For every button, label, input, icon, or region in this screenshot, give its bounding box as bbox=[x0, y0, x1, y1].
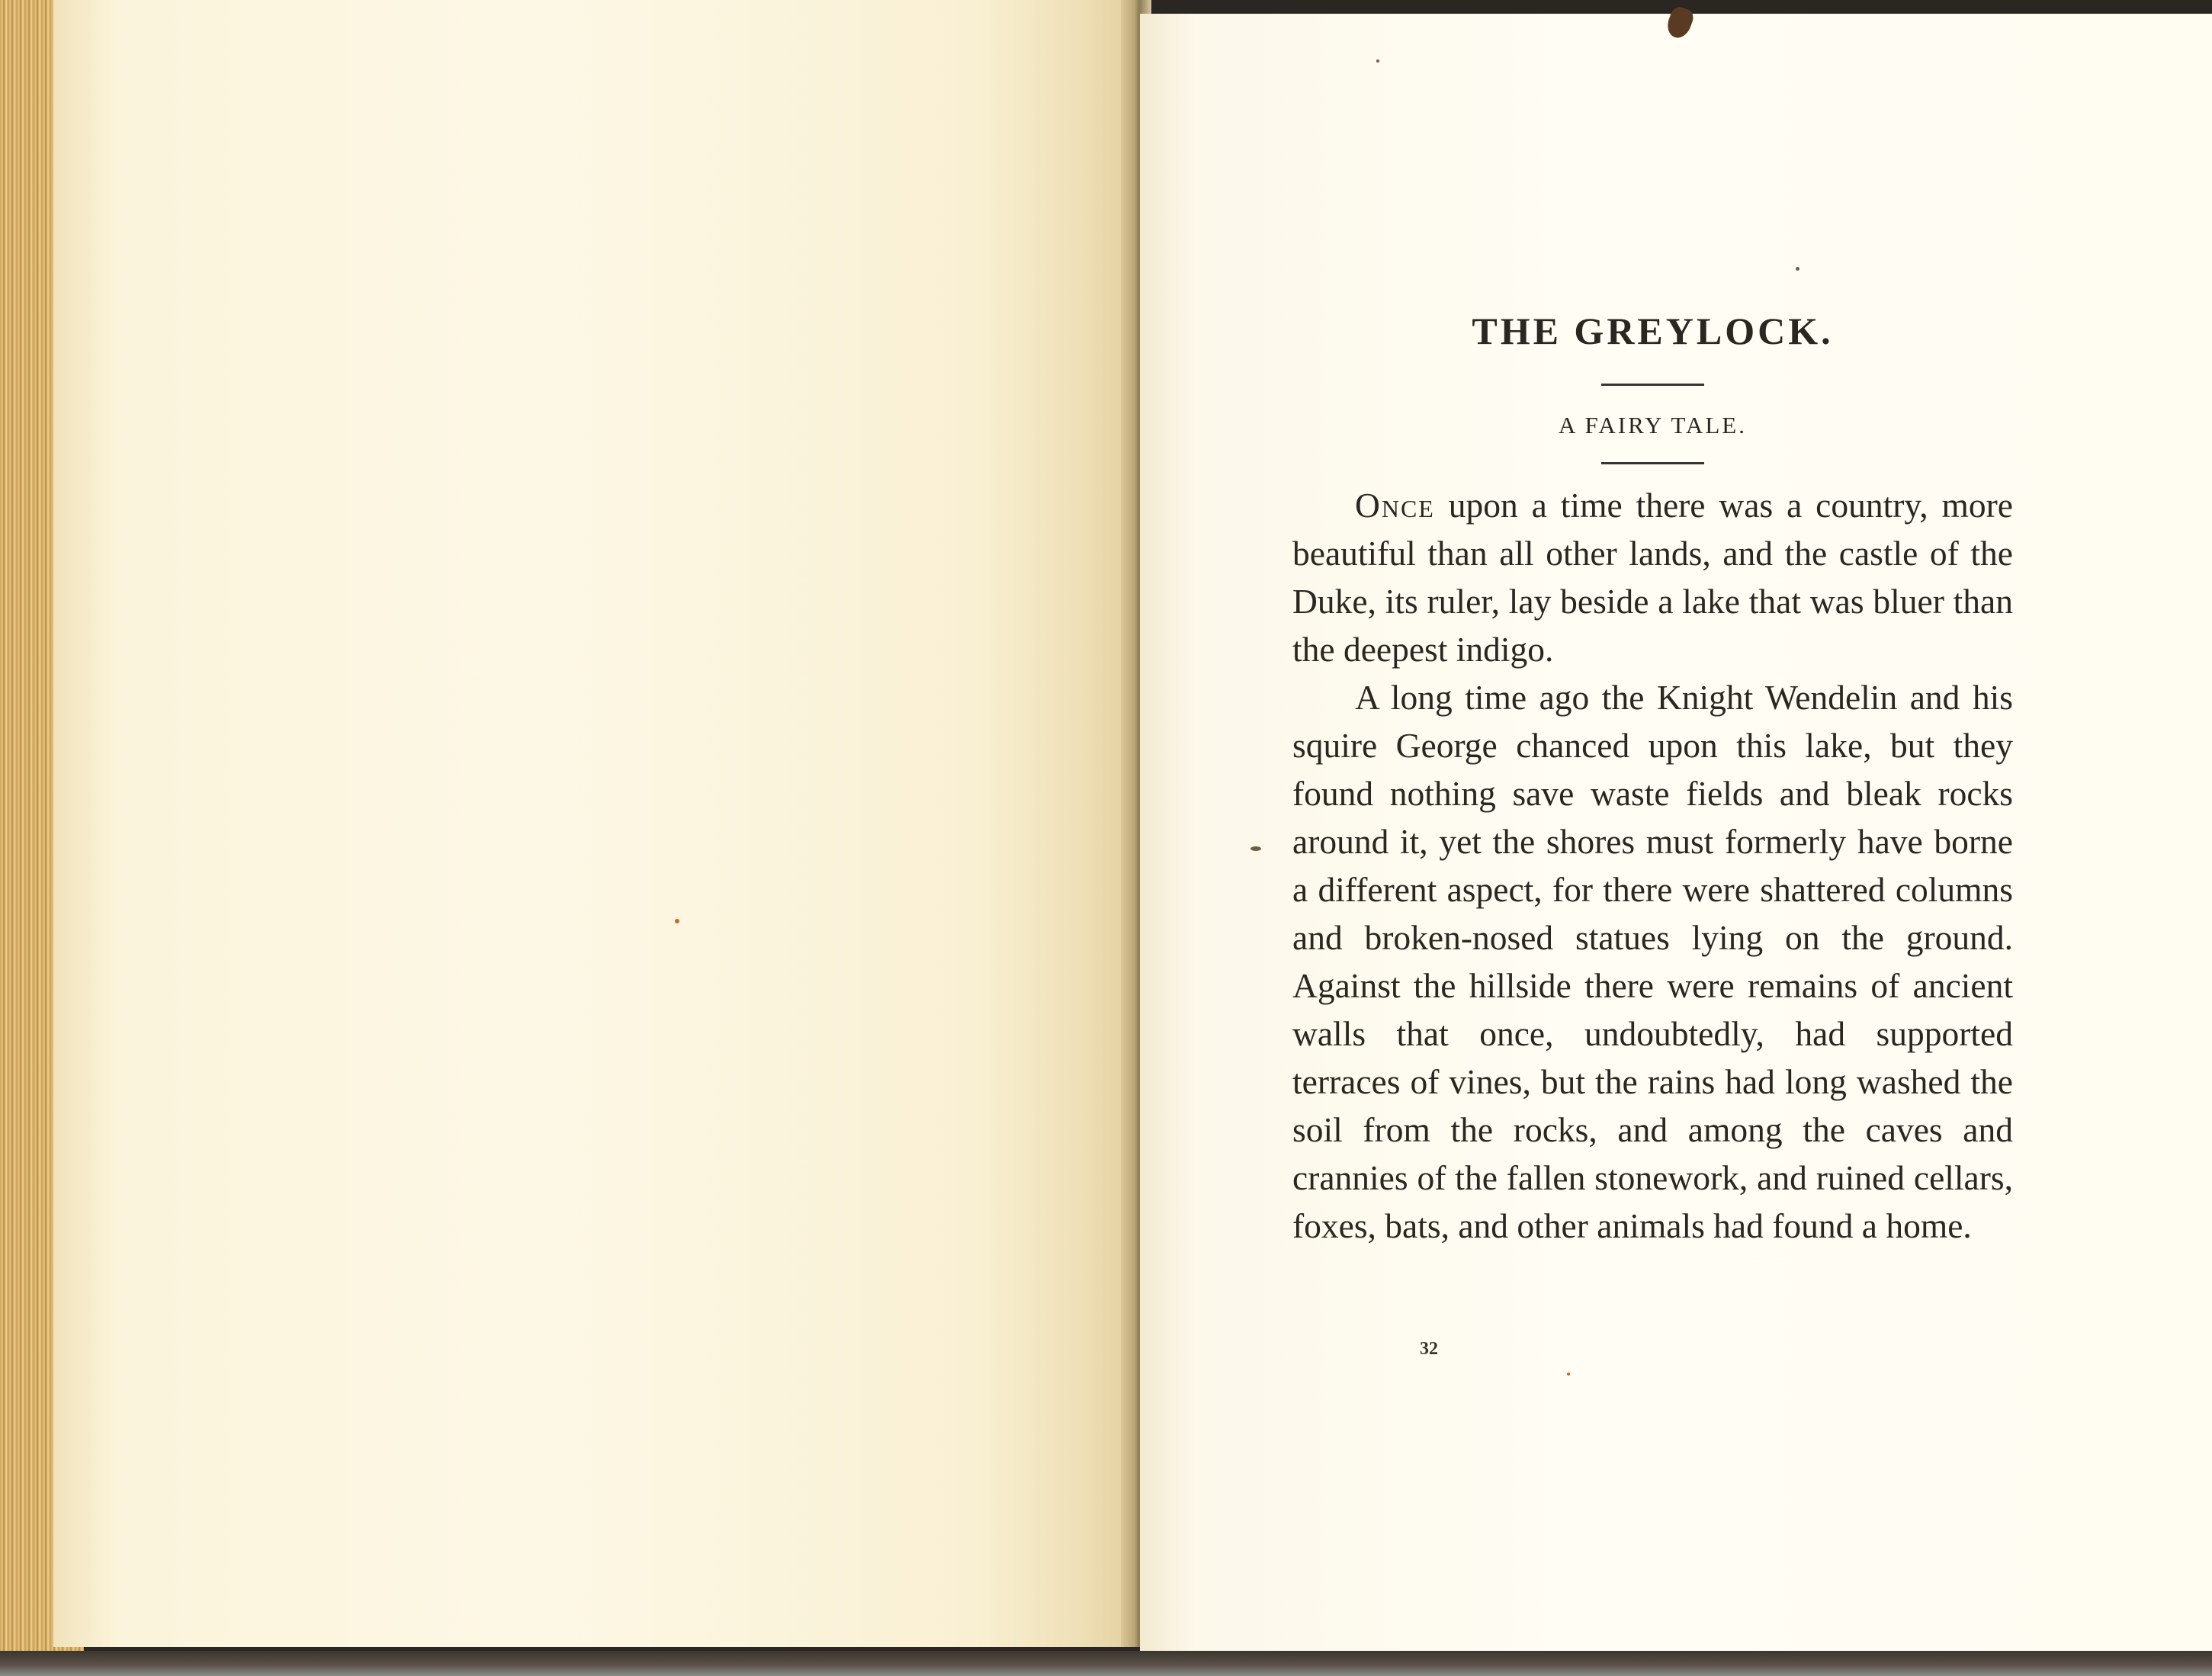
paper-speck bbox=[675, 919, 679, 923]
paragraph-2: A long time ago the Knight Wendelin and his squire George chanced upon this lake, but they found nothing save waste fields and bleak rocks around it, yet the shores must formerly have borne a different aspect, for there were shattered columns and broken-nosed statues lying on the ground. Against the hillside there were remains of ancient walls that once, undoubtedly, had supported terraces of vines, but the rains had long washed the soil from the rocks, and among the caves and crannies of the fallen stonework, and ruined cellars, foxes, bats, and other animals had found a home. bbox=[1292, 678, 2013, 1245]
title-rule bbox=[1601, 384, 1704, 386]
chapter-subtitle: A FAIRY TALE. bbox=[1559, 412, 1747, 438]
paper-speck bbox=[1567, 1373, 1570, 1376]
subtitle-rule bbox=[1601, 462, 1704, 464]
chapter-text-block bbox=[1292, 301, 2013, 1250]
paragraph-1 bbox=[1292, 481, 2013, 673]
binding-edge bbox=[0, 1651, 2212, 1676]
paragraph-1-text: upon a time there was a country, more beautiful than all other lands, and the castle of the Duke, its ruler, lay beside a lake that was bluer than the deepest indigo. bbox=[1292, 486, 2013, 669]
page-number: 32 bbox=[1420, 1339, 1438, 1359]
drop-word: Once bbox=[1355, 486, 1435, 525]
chapter-title: THE GREYLOCK. bbox=[1472, 310, 1834, 352]
paper-speck bbox=[1796, 267, 1799, 271]
paper-speck bbox=[1250, 846, 1261, 851]
paper-speck bbox=[1376, 59, 1379, 63]
blank-left-page bbox=[53, 0, 1136, 1647]
